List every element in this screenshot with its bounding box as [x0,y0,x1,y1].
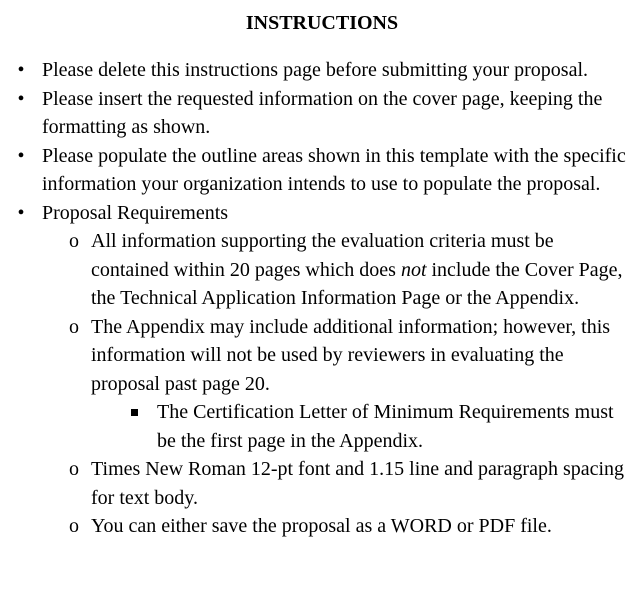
list-item-text: Please populate the outline areas shown in this template with the specific information your organization intends to use to populate the proposal. [42,144,626,195]
requirement-text: You can either save the proposal as a WORD or PDF file. [91,515,552,537]
requirement-text-part: include the Cover Page, the Technical Application Information Page or the Appendix. [91,258,623,309]
list-item-text: Please delete this instructions page before submitting your proposal. [42,59,588,81]
requirements-list [42,227,638,541]
bullet-icon: • [17,144,25,167]
list-item [0,85,644,142]
bullet-icon: • [17,59,25,81]
page-title: INSTRUCTIONS [245,12,399,34]
list-item-text: Proposal Requirements [42,201,229,224]
requirement-text-part: All information supporting the evaluation criteria must be contained within 20 pages which does [91,230,554,281]
list-item [0,56,644,85]
list-item [0,199,644,541]
requirement-text: The Appendix may include additional information; however, this information will not be used by reviewers in evaluating the proposal past page 20. [91,315,611,395]
circle-bullet-icon: o [69,515,79,537]
requirement-item [0,455,638,512]
circle-bullet-icon: o [69,458,79,480]
bullet-icon: • [17,87,25,110]
instruction-list [0,56,644,541]
requirement-item [0,227,638,313]
list-item-text: Please insert the requested information on the cover page, keeping the formatting as shown. [42,87,603,138]
list-item [0,142,644,199]
bullet-icon: • [17,201,25,224]
requirement-text: Times New Roman 12-pt font and 1.15 line and paragraph spacing for text body. [91,458,625,509]
appendix-subitem [0,398,632,455]
requirement-item [0,512,638,541]
requirement-emphasis: not [400,258,427,281]
appendix-subitem-text: The Certification Letter of Minimum Requirements must be the first page in the Appendix. [157,401,614,452]
requirement-item [0,313,638,456]
appendix-sublist [91,398,632,455]
circle-bullet-icon: o [69,230,79,252]
circle-bullet-icon: o [69,315,79,338]
square-bullet-icon [131,409,138,416]
